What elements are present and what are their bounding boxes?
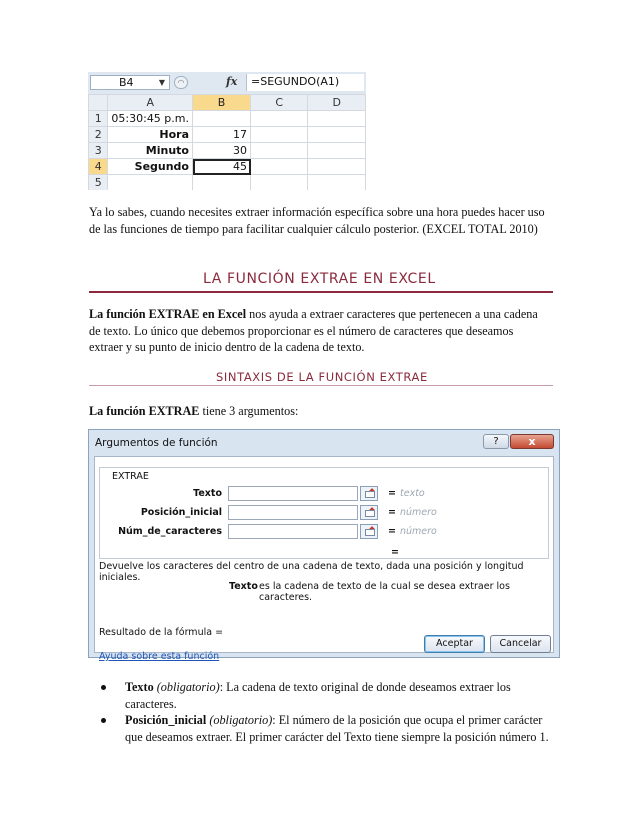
- definition-lead: La función EXTRAE en Excel: [89, 307, 247, 321]
- column-header-d[interactable]: D: [308, 95, 366, 111]
- close-button[interactable]: x: [510, 434, 554, 449]
- cell-a4[interactable]: Segundo: [108, 159, 193, 175]
- cell-c4[interactable]: [251, 159, 308, 175]
- column-header-a[interactable]: A: [108, 95, 193, 111]
- definition-text: nos ayuda a extraer caracteres que pertenecen a una cadena de texto. Lo único que debemos proporcionar es el número de caracteres que deseamos extraer y su punto de inicio dentro de la cadena de texto.: [89, 307, 538, 354]
- section-heading: LA FUNCIÓN EXTRAE EN EXCEL: [203, 271, 436, 287]
- cell-c5[interactable]: [251, 175, 308, 191]
- dialog-body: [94, 456, 554, 662]
- cell-b2[interactable]: 17: [193, 127, 251, 143]
- cell-d1[interactable]: [308, 111, 366, 127]
- argument-description-name: Texto: [229, 581, 258, 592]
- intro-paragraph: Ya lo sabes, cuando necesites extraer información específica sobre una hora puedes hacer uso de las funciones de tiempo para facilitar cualquier cálculo posterior. (EXCEL TOTAL 2010): [89, 205, 545, 236]
- name-box[interactable]: [90, 75, 170, 90]
- dialog-title: Argumentos de función: [95, 437, 218, 449]
- cell-a1[interactable]: 05:30:45 p.m.: [108, 111, 193, 127]
- row-header[interactable]: 1: [89, 111, 108, 127]
- column-header-b[interactable]: B: [193, 95, 251, 111]
- function-result-equals: =: [391, 547, 399, 558]
- argument-row-texto: [100, 486, 550, 502]
- num-caracteres-input[interactable]: [228, 524, 358, 539]
- equals-sign: =: [388, 507, 396, 518]
- subheading: SINTAXIS DE LA FUNCIÓN EXTRAE: [216, 370, 428, 384]
- fx-icon[interactable]: fx: [226, 75, 238, 88]
- row-header[interactable]: 2: [89, 127, 108, 143]
- row-header[interactable]: 3: [89, 143, 108, 159]
- cell-a5[interactable]: [108, 175, 193, 191]
- cell-d5[interactable]: [308, 175, 366, 191]
- bullet-icon: [101, 685, 106, 690]
- cell-a2[interactable]: Hora: [108, 127, 193, 143]
- formula-bar-handle-icon[interactable]: ◠: [174, 76, 188, 89]
- argument-label: Núm_de_caracteres: [118, 526, 222, 537]
- excel-screenshot: [88, 72, 366, 190]
- argument-row-num-caracteres: [100, 524, 550, 540]
- cell-b3[interactable]: 30: [193, 143, 251, 159]
- cell-a3[interactable]: Minuto: [108, 143, 193, 159]
- argument-text: : La cadena de texto original de donde deseamos extraer los caracteres.: [125, 680, 511, 711]
- function-group: [99, 467, 549, 559]
- cell-b1[interactable]: [193, 111, 251, 127]
- function-group-label: EXTRAE: [112, 471, 149, 482]
- args-intro-lead: La función EXTRAE: [89, 404, 200, 418]
- collapse-dialog-icon[interactable]: [360, 486, 378, 501]
- collapse-dialog-icon[interactable]: [360, 524, 378, 539]
- argument-description-text: es la cadena de texto de la cual se desea extraer los caracteres.: [259, 581, 510, 603]
- equals-sign: =: [388, 526, 396, 537]
- argument-hint: número: [400, 507, 437, 518]
- formula-result-label: Resultado de la fórmula =: [99, 627, 224, 638]
- list-item: [89, 679, 549, 712]
- argument-qualifier: (obligatorio): [209, 713, 273, 727]
- argument-qualifier: (obligatorio): [156, 680, 220, 694]
- argument-name: Texto: [125, 680, 154, 694]
- argument-hint: número: [400, 526, 437, 537]
- row-header[interactable]: 4: [89, 159, 108, 175]
- subheading-rule: [89, 385, 553, 386]
- column-header-c[interactable]: C: [251, 95, 308, 111]
- argument-text: : El número de la posición que ocupa el primer carácter que deseamos extraer. El primer carácter del Texto tiene siempre la posición número 1.: [125, 713, 549, 744]
- definition-paragraph: [89, 306, 549, 356]
- cell-d4[interactable]: [308, 159, 366, 175]
- cell-b4-active[interactable]: 45: [193, 159, 251, 175]
- cell-d3[interactable]: [308, 143, 366, 159]
- row-header[interactable]: 5: [89, 175, 108, 191]
- bullet-icon: [101, 718, 106, 723]
- cell-c2[interactable]: [251, 127, 308, 143]
- argument-hint: texto: [400, 488, 425, 499]
- cell-b5[interactable]: [193, 175, 251, 191]
- help-link[interactable]: Ayuda sobre esta función: [99, 651, 220, 662]
- texto-input[interactable]: [228, 486, 358, 501]
- argument-row-posicion: [100, 505, 550, 521]
- arguments-list: [89, 679, 549, 745]
- name-box-value: B4: [119, 76, 134, 89]
- cell-c3[interactable]: [251, 143, 308, 159]
- argument-label: Texto: [193, 488, 222, 499]
- select-all-corner[interactable]: [89, 95, 108, 111]
- accept-button[interactable]: Aceptar: [424, 635, 485, 653]
- chevron-down-icon[interactable]: ▼: [158, 78, 165, 87]
- formula-bar: [88, 72, 366, 95]
- list-item: [89, 712, 549, 745]
- args-intro: [89, 403, 549, 420]
- cancel-button[interactable]: Cancelar: [490, 635, 551, 653]
- heading-rule: [89, 291, 553, 293]
- equals-sign: =: [388, 488, 396, 499]
- cell-c1[interactable]: [251, 111, 308, 127]
- formula-input[interactable]: =SEGUNDO(A1): [246, 74, 364, 91]
- function-description: Devuelve los caracteres del centro de una cadena de texto, dada una posición y longitud iniciales.: [99, 561, 524, 583]
- posicion-inicial-input[interactable]: [228, 505, 358, 520]
- argument-name: Posición_inicial: [125, 713, 207, 727]
- args-intro-text: tiene 3 argumentos:: [199, 404, 299, 418]
- cell-d2[interactable]: [308, 127, 366, 143]
- help-button[interactable]: ?: [483, 434, 509, 449]
- argument-label: Posición_inicial: [140, 507, 222, 518]
- collapse-dialog-icon[interactable]: [360, 505, 378, 520]
- function-arguments-dialog: [88, 429, 560, 662]
- spreadsheet-grid: [88, 94, 366, 190]
